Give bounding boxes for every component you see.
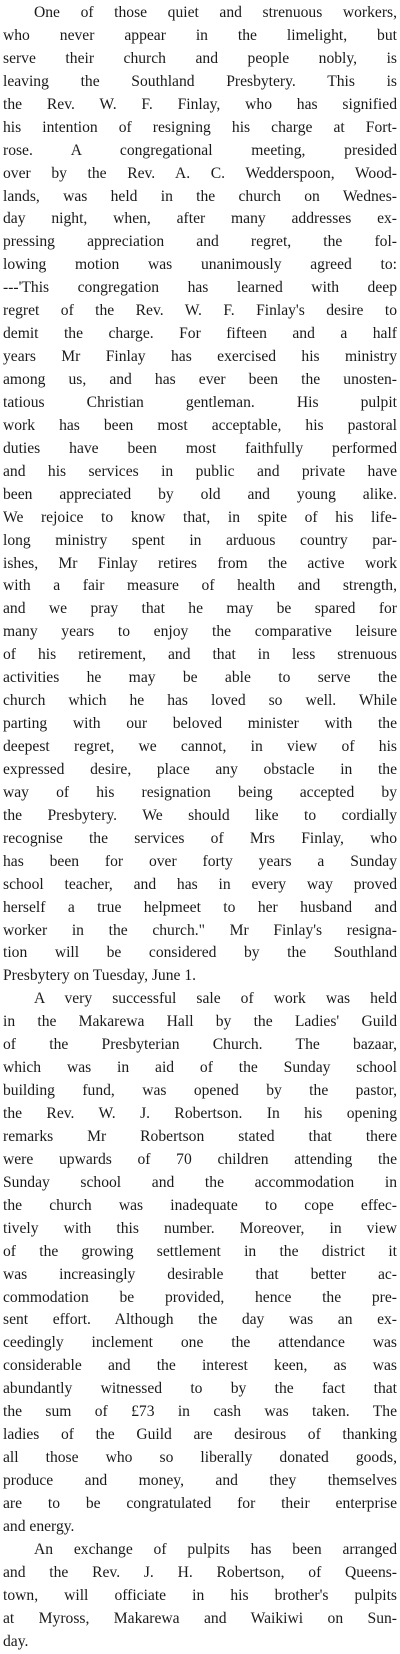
- text-line: One of those quiet and strenuous workers,: [34, 4, 397, 21]
- text-line: duties have been most faithfully performed: [3, 439, 397, 457]
- text-line: Presbytery on Tuesday, June 1.: [3, 967, 197, 985]
- text-line: Sunday school and the accommodation in: [3, 1173, 397, 1191]
- text-line: his intention of resigning his charge at Fort-: [3, 118, 397, 136]
- text-line: the church was inadequate to cope effec-: [3, 1196, 397, 1214]
- text-line: work has been most acceptable, his pastoral: [3, 416, 397, 434]
- text-line: many years to enjoy the comparative leisure: [3, 623, 397, 641]
- text-line: been appreciated by old and young alike.: [3, 485, 397, 503]
- text-line: among us, and has ever been the unosten-: [3, 371, 397, 388]
- text-line: the Rev. W. J. Robertson. In his opening: [3, 1105, 397, 1122]
- text-line: church which he has loved so well. While: [3, 692, 397, 710]
- text-line: day.: [3, 1632, 29, 1650]
- paragraph-makarewa-sale-of-work: [3, 988, 397, 1539]
- text-line: An exchange of pulpits has been arranged: [34, 1540, 397, 1558]
- text-line: considerable and the interest keen, as was: [3, 1357, 397, 1375]
- text-line: in the Makarewa Hall by the Ladies' Guild: [3, 1013, 397, 1031]
- text-line: are to be congratulated for their enterprise: [3, 1494, 397, 1512]
- text-line: of the growing settlement in the district it: [3, 1242, 397, 1260]
- text-line: recognise the services of Mrs Finlay, who: [3, 829, 397, 847]
- text-line: We rejoice to know that, in spite of his life-: [3, 508, 397, 526]
- text-line: regret of the Rev. W. F. Finlay's desire to: [3, 302, 397, 320]
- text-line: day night, when, after many addresses ex-: [3, 210, 397, 228]
- text-line: ceedingly inclement one the attendance was: [3, 1334, 397, 1352]
- text-line: tatious Christian gentleman. His pulpit: [3, 393, 397, 411]
- paragraph-pulpit-exchange: [3, 1539, 397, 1654]
- text-line: lands, was held in the church on Wednes-: [3, 187, 397, 205]
- text-line: the Presbytery. We should like to cordially: [3, 806, 397, 824]
- text-line: parting with our beloved minister with the: [3, 715, 397, 733]
- text-line: the sum of £73 in cash was taken. The: [3, 1403, 397, 1421]
- text-line: abundantly witnessed to by the fact that: [3, 1380, 397, 1398]
- text-line: and energy.: [3, 1517, 75, 1535]
- text-line: at Myross, Makarewa and Waikiwi on Sun-: [3, 1609, 397, 1627]
- text-line: of his retirement, and that in less strenuous: [3, 646, 397, 664]
- text-line: ishes, Mr Finlay retires from the active work: [3, 554, 397, 572]
- text-line: over by the Rev. A. C. Wedderspoon, Wood-: [3, 164, 397, 182]
- text-line: pressing appreciation and regret, the fol-: [3, 233, 397, 251]
- text-line: the Rev. W. F. Finlay, who has signified: [3, 95, 397, 113]
- text-line: which was in aid of the Sunday school: [3, 1059, 397, 1077]
- text-line: long ministry spent in arduous country par-: [3, 531, 397, 549]
- text-line: deepest regret, we cannot, in view of his: [3, 738, 397, 755]
- text-line: commodation be provided, hence the pre-: [3, 1288, 397, 1306]
- text-line: worker in the church." Mr Finlay's resigna-: [3, 921, 397, 939]
- paragraph-finlay-resignation: [3, 2, 397, 988]
- text-line: and we pray that he may be spared for: [3, 600, 397, 618]
- text-line: serve their church and people nobly, is: [3, 49, 397, 67]
- text-line: tion will be considered by the Southland: [3, 944, 397, 962]
- text-line: building fund, was opened by the pastor,: [3, 1082, 397, 1100]
- text-line: sent effort. Although the day was an ex-: [3, 1311, 397, 1329]
- text-line: leaving the Southland Presbytery. This is: [3, 72, 397, 90]
- text-line: herself a true helpmeet to her husband and: [3, 898, 397, 916]
- text-line: tively with this number. Moreover, in view: [3, 1219, 397, 1237]
- newspaper-column: [3, 2, 397, 1654]
- text-line: rose. A congregational meeting, presided: [3, 141, 397, 159]
- text-line: of the Presbyterian Church. The bazaar,: [3, 1036, 397, 1054]
- text-line: produce and money, and they themselves: [3, 1472, 397, 1489]
- text-line: remarks Mr Robertson stated that there: [3, 1127, 397, 1145]
- text-line: way of his resignation being accepted by: [3, 783, 397, 801]
- text-line: and the Rev. J. H. Robertson, of Queens-: [3, 1563, 397, 1581]
- text-line: expressed desire, place any obstacle in the: [3, 760, 397, 778]
- text-line: years Mr Finlay has exercised his ministry: [3, 348, 397, 366]
- text-line: A very successful sale of work was held: [34, 990, 397, 1008]
- text-line: who never appear in the limelight, but: [3, 26, 397, 44]
- text-line: town, will officiate in his brother's pulpits: [3, 1586, 397, 1604]
- text-line: lowing motion was unanimously agreed to:: [3, 256, 397, 274]
- text-line: were upwards of 70 children attending the: [3, 1150, 397, 1168]
- text-line: ladies of the Guild are desirous of thanking: [3, 1426, 397, 1444]
- text-line: ---'This congregation has learned with deep: [3, 279, 397, 297]
- text-line: all those who so liberally donated goods,: [3, 1449, 397, 1467]
- text-line: was increasingly desirable that better ac-: [3, 1265, 397, 1283]
- text-line: demit the charge. For fifteen and a half: [3, 325, 397, 343]
- text-line: and his services in public and private have: [3, 462, 397, 480]
- text-line: activities he may be able to serve the: [3, 669, 397, 687]
- text-line: school teacher, and has in every way proved: [3, 875, 397, 893]
- text-line: has been for over forty years a Sunday: [3, 852, 397, 870]
- text-line: with a fair measure of health and strength,: [3, 577, 397, 595]
